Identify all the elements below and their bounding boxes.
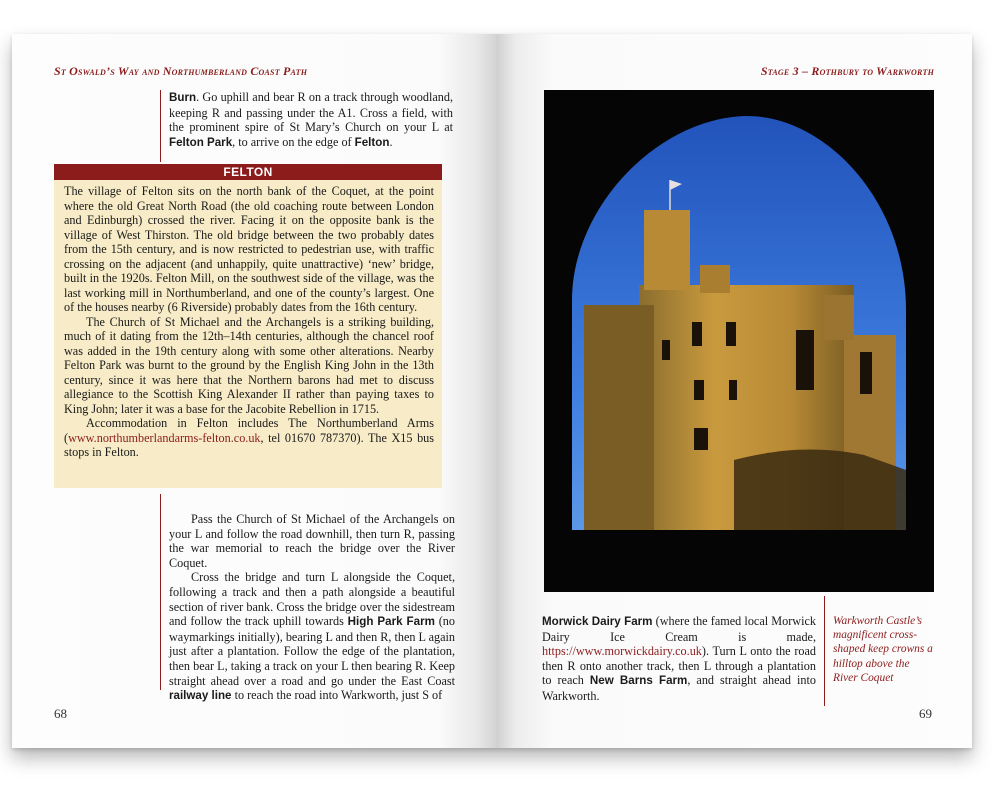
castle-illustration <box>544 90 934 592</box>
info-paragraph: The village of Felton sits on the north bank of the Coquet, at the point where the old Great North Road (the old coaching route between London and Edinburgh) crossed the river. Facing it on the opposite bank is the village of West Thirston. The old bridge between the two probably dates from the 15th century, and is now restricted to pedestrian use, with traffic crossing on the adjacent (and unhappily, quite unattractive) ‘new’ bridge, built in the 1920s. Felton Mill, on the southwest side of the village, was the last working mill in Northumberland, and one of the county’s largest. One of the houses nearby (6 Riverside) probably dates from the 16th century. <box>64 184 434 314</box>
route-paragraph: Cross the bridge and turn L alongside the Coquet, following a track and then a path alongside a beautiful section of river bank. Cross the bridge over the sidestream and follow the track uphill towards High Park Farm (no waymarkings initially), bearing L and then R, then L again just after a plantation. Follow the edge of the plantation, then bear L, taking a track on your L then bearing R. Keep straight ahead over a road and go under the East Coast railway line to reach the road into Warkworth, just S of <box>169 570 455 703</box>
running-head-right: Stage 3 – Rothbury to Warkworth <box>760 64 934 78</box>
route-paragraph: Pass the Church of St Michael of the Archangels on your L and follow the road downhill, then turn R, passing the war memorial to reach the bridge over the River Coquet. <box>169 512 455 570</box>
info-paragraph: Accommodation in Felton includes The Northumberland Arms (www.northumberlandarms-felton.co.uk, tel 01670 787370). The X15 bus stops in Felton. <box>64 416 434 459</box>
place-name: railway line <box>169 689 232 703</box>
website-link[interactable]: www.northumberlandarms-felton.co.uk <box>68 430 261 445</box>
running-head-left: St Oswald’s Way and Northumberland Coast Path <box>54 64 308 78</box>
place-name: Burn <box>169 91 197 104</box>
route-text-bottom <box>160 494 455 703</box>
photo-caption: Warkworth Castle’s magnificent cross-shaped keep crowns a hilltop above the River Coquet <box>824 596 937 706</box>
left-page <box>12 34 496 748</box>
book-spread <box>12 34 972 748</box>
info-box-title: FELTON <box>54 164 442 180</box>
felton-info-box <box>54 164 442 488</box>
place-name: Felton <box>354 135 390 149</box>
place-name: High Park Farm <box>347 615 435 629</box>
page-number-left: 68 <box>54 706 67 721</box>
info-box-body <box>54 180 442 460</box>
page-number-right: 69 <box>919 706 932 721</box>
route-text-right: Morwick Dairy Farm (where the famed local Morwick Dairy Ice Cream is made, https://www.morwickdairy.co.uk). Turn L onto the road then R onto another track, then L through a plantation to reach New Barns Farm, and straight ahead into Warkworth. <box>542 614 816 703</box>
place-name: Felton Park <box>169 135 233 149</box>
info-paragraph: The Church of St Michael and the Archangels is a striking building, much of it dating from the 12th–14th centuries, although the chancel roof was added in the 19th century along with some other alterations. Nearby Felton Park was burnt to the ground by the English King John in the 13th century, since it was here that the Northern barons had met to discuss allegiance to the Scottish King Alexander II rather than paying taxes to King John; later it was a base for the Jacobite Rebellion in 1715. <box>64 314 434 416</box>
website-link[interactable]: https://www.morwickdairy.co.uk <box>542 644 702 659</box>
place-name: New Barns Farm <box>589 674 688 688</box>
route-text-top: Burn. Go uphill and bear R on a track through woodland, keeping R and passing under the A1. Cross a field, with the prominent spire of St Mary’s Church on your L at Felton Park, to arrive on the edge of Felton. <box>160 90 453 162</box>
right-page <box>496 34 972 748</box>
place-name: Morwick Dairy Farm <box>542 615 653 628</box>
warkworth-castle-photo <box>544 90 934 592</box>
